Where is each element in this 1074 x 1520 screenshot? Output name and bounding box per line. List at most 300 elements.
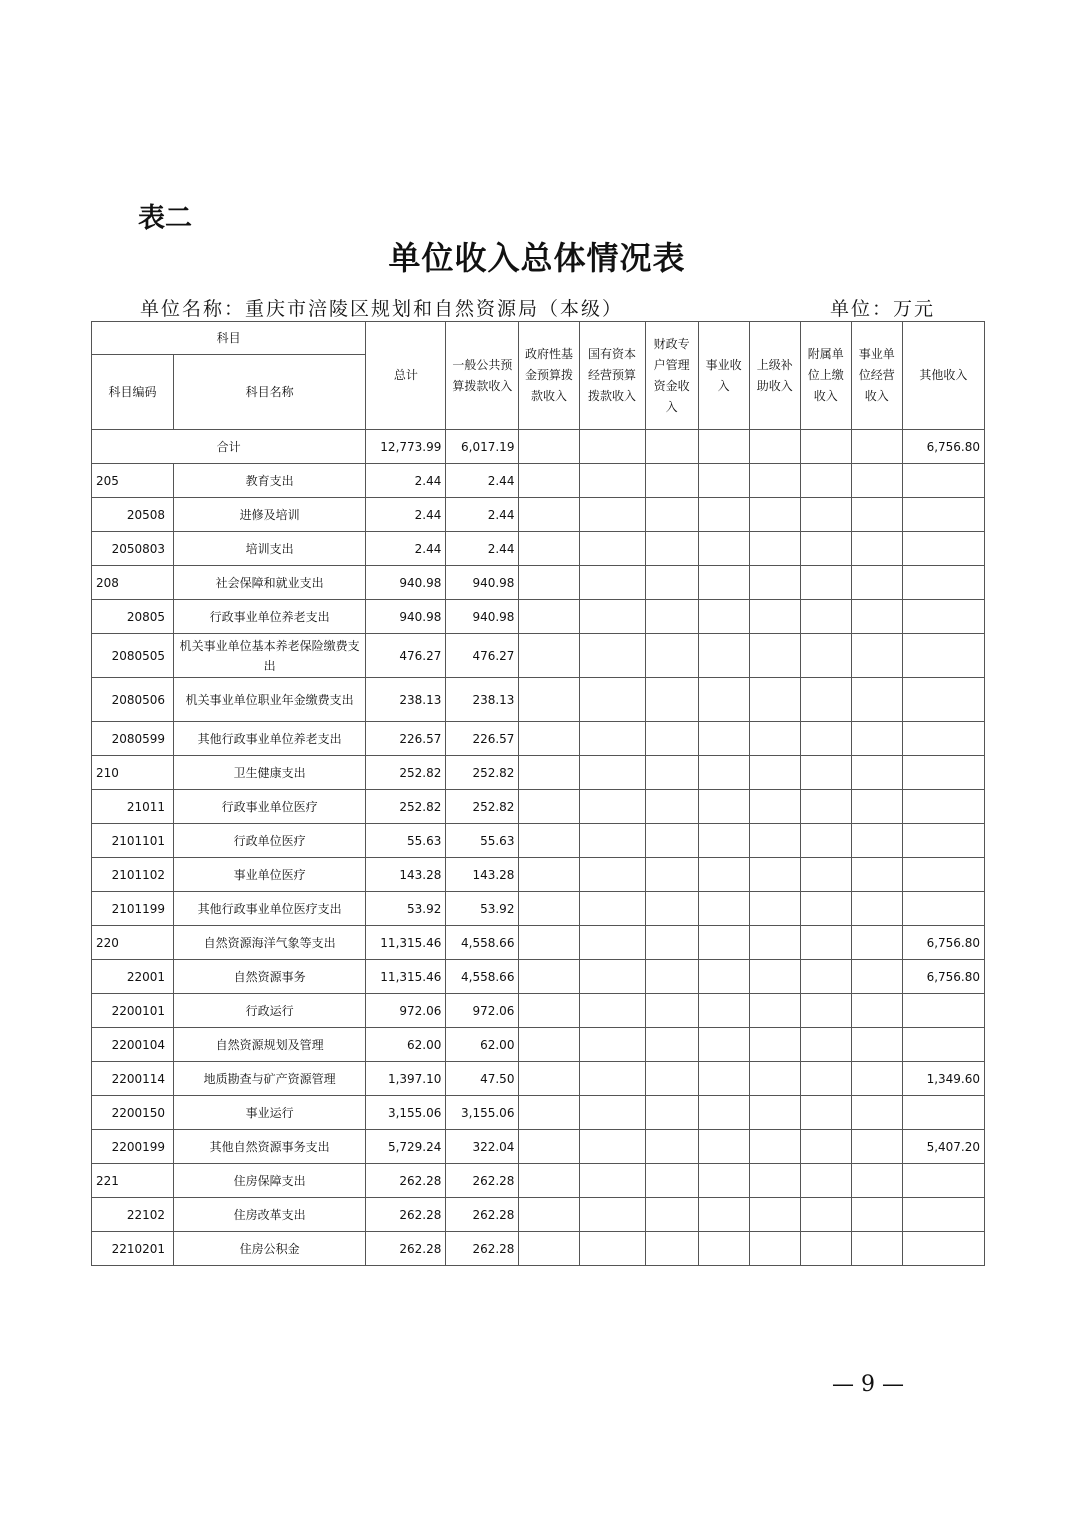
- empty-cell: [579, 1062, 645, 1096]
- row-general-public: 940.98: [446, 566, 519, 600]
- empty-cell: [645, 1198, 698, 1232]
- row-other: 6,756.80: [902, 926, 984, 960]
- empty-cell: [519, 566, 579, 600]
- row-total: 940.98: [366, 600, 446, 634]
- empty-cell: [698, 858, 749, 892]
- empty-cell: [800, 994, 851, 1028]
- row-total: 2.44: [366, 464, 446, 498]
- empty-cell: [519, 498, 579, 532]
- empty-cell: [698, 498, 749, 532]
- empty-cell: [519, 600, 579, 634]
- empty-cell: [800, 1232, 851, 1266]
- empty-cell: [645, 1028, 698, 1062]
- empty-cell: [645, 566, 698, 600]
- row-total: 262.28: [366, 1232, 446, 1266]
- empty-cell: [698, 678, 749, 722]
- header-fiscal-special: 财政专户管理资金收入: [645, 322, 698, 430]
- row-name: 住房保障支出: [174, 1164, 366, 1198]
- empty-cell: [698, 790, 749, 824]
- row-code: 2080599: [92, 722, 174, 756]
- empty-cell: [851, 926, 902, 960]
- empty-cell: [749, 678, 800, 722]
- empty-cell: [851, 1062, 902, 1096]
- row-other: [902, 722, 984, 756]
- empty-cell: [579, 464, 645, 498]
- empty-cell: [851, 1232, 902, 1266]
- empty-cell: [519, 1232, 579, 1266]
- unit-label: 单位：万元: [830, 298, 936, 320]
- table-row: [92, 498, 985, 532]
- row-total: 940.98: [366, 566, 446, 600]
- empty-cell: [851, 756, 902, 790]
- row-general-public: 2.44: [446, 532, 519, 566]
- header-superior-subsidy: 上级补助收入: [749, 322, 800, 430]
- empty-cell: [749, 600, 800, 634]
- table-row: [92, 1062, 985, 1096]
- row-total: 972.06: [366, 994, 446, 1028]
- row-total: 226.57: [366, 722, 446, 756]
- empty-cell: [698, 634, 749, 678]
- empty-cell: [519, 926, 579, 960]
- empty-cell: [851, 498, 902, 532]
- empty-cell: [851, 1096, 902, 1130]
- empty-cell: [698, 1096, 749, 1130]
- row-total: 238.13: [366, 678, 446, 722]
- row-name: 行政事业单位医疗: [174, 790, 366, 824]
- empty-cell: [698, 464, 749, 498]
- row-general-public: 2.44: [446, 464, 519, 498]
- empty-cell: [749, 790, 800, 824]
- empty-cell: [749, 824, 800, 858]
- row-code: 2200114: [92, 1062, 174, 1096]
- empty-cell: [645, 678, 698, 722]
- row-general-public: 47.50: [446, 1062, 519, 1096]
- empty-cell: [645, 722, 698, 756]
- row-other: 1,349.60: [902, 1062, 984, 1096]
- empty-cell: [698, 1028, 749, 1062]
- row-general-public: 940.98: [446, 600, 519, 634]
- row-total: 62.00: [366, 1028, 446, 1062]
- row-total: 3,155.06: [366, 1096, 446, 1130]
- empty-cell: [519, 1096, 579, 1130]
- empty-cell: [579, 756, 645, 790]
- empty-cell: [579, 1164, 645, 1198]
- unit-name: 单位名称：重庆市涪陵区规划和自然资源局（本级）: [140, 298, 624, 320]
- empty-cell: [519, 756, 579, 790]
- empty-cell: [800, 1130, 851, 1164]
- row-general-public: 262.28: [446, 1198, 519, 1232]
- row-other: [902, 1198, 984, 1232]
- empty-cell: [519, 994, 579, 1028]
- empty-cell: [851, 1198, 902, 1232]
- empty-cell: [645, 926, 698, 960]
- row-other: [902, 994, 984, 1028]
- row-code: 2080505: [92, 634, 174, 678]
- empty-cell: [698, 994, 749, 1028]
- empty-cell: [851, 678, 902, 722]
- header-operating: 事业单位经营收入: [851, 322, 902, 430]
- empty-cell: [851, 994, 902, 1028]
- empty-cell: [800, 532, 851, 566]
- table-row: [92, 1096, 985, 1130]
- empty-cell: [579, 1096, 645, 1130]
- empty-cell: [800, 464, 851, 498]
- table-row: [92, 722, 985, 756]
- row-general-public: 53.92: [446, 892, 519, 926]
- empty-cell: [698, 960, 749, 994]
- empty-cell: [698, 926, 749, 960]
- empty-cell: [579, 1232, 645, 1266]
- row-other: [902, 1164, 984, 1198]
- table-row: [92, 926, 985, 960]
- row-code: 2200104: [92, 1028, 174, 1062]
- row-name: 住房公积金: [174, 1232, 366, 1266]
- table-row: [92, 464, 985, 498]
- row-name: 其他行政事业单位养老支出: [174, 722, 366, 756]
- empty-cell: [698, 566, 749, 600]
- empty-cell: [645, 790, 698, 824]
- row-total: 5,729.24: [366, 1130, 446, 1164]
- empty-cell: [851, 532, 902, 566]
- row-code: 22102: [92, 1198, 174, 1232]
- table-row: [92, 532, 985, 566]
- empty-cell: [851, 824, 902, 858]
- table-row: [92, 858, 985, 892]
- row-other: [902, 464, 984, 498]
- table-row: [92, 824, 985, 858]
- row-other: 6,756.80: [902, 960, 984, 994]
- header-other: 其他收入: [902, 322, 984, 430]
- empty-cell: [749, 960, 800, 994]
- empty-cell: [749, 1232, 800, 1266]
- empty-cell: [579, 960, 645, 994]
- empty-cell: [519, 1164, 579, 1198]
- row-general-public: 3,155.06: [446, 1096, 519, 1130]
- empty-cell: [645, 1130, 698, 1164]
- header-state-capital: 国有资本经营预算拨款收入: [579, 322, 645, 430]
- empty-cell: [851, 790, 902, 824]
- row-name: 自然资源海洋气象等支出: [174, 926, 366, 960]
- empty-cell: [800, 1198, 851, 1232]
- table-row: [92, 1028, 985, 1062]
- empty-cell: [800, 1096, 851, 1130]
- row-general-public: 262.28: [446, 1232, 519, 1266]
- header-total: 总计: [366, 322, 446, 430]
- empty-cell: [851, 722, 902, 756]
- empty-cell: [800, 960, 851, 994]
- empty-cell: [800, 634, 851, 678]
- empty-cell: [579, 532, 645, 566]
- row-total: 143.28: [366, 858, 446, 892]
- table-row: [92, 566, 985, 600]
- empty-cell: [579, 892, 645, 926]
- row-general-public: 143.28: [446, 858, 519, 892]
- row-total: 11,315.46: [366, 960, 446, 994]
- empty-cell: [800, 722, 851, 756]
- empty-cell: [519, 1198, 579, 1232]
- row-total: 2.44: [366, 498, 446, 532]
- table-row: [92, 994, 985, 1028]
- empty-cell: [579, 790, 645, 824]
- empty-cell: [519, 790, 579, 824]
- row-name: 机关事业单位基本养老保险缴费支出: [174, 634, 366, 678]
- empty-cell: [749, 926, 800, 960]
- empty-cell: [800, 600, 851, 634]
- empty-cell: [579, 634, 645, 678]
- row-general-public: 476.27: [446, 634, 519, 678]
- row-other: [902, 790, 984, 824]
- empty-cell: [698, 824, 749, 858]
- empty-cell: [749, 1028, 800, 1062]
- row-name: 机关事业单位职业年金缴费支出: [174, 678, 366, 722]
- empty-cell: [645, 1062, 698, 1096]
- empty-cell: [851, 566, 902, 600]
- empty-cell: [800, 498, 851, 532]
- row-general-public: 252.82: [446, 790, 519, 824]
- empty-cell: [749, 1130, 800, 1164]
- row-code: 22001: [92, 960, 174, 994]
- empty-cell: [749, 464, 800, 498]
- header-code: 科目编码: [92, 355, 174, 430]
- empty-cell: [800, 678, 851, 722]
- row-name: 其他自然资源事务支出: [174, 1130, 366, 1164]
- empty-cell: [749, 1096, 800, 1130]
- row-code: 2050803: [92, 532, 174, 566]
- row-other: [902, 1028, 984, 1062]
- table-row: [92, 892, 985, 926]
- row-name: 进修及培训: [174, 498, 366, 532]
- row-other: 5,407.20: [902, 1130, 984, 1164]
- empty-cell: [579, 824, 645, 858]
- empty-cell: [800, 1062, 851, 1096]
- row-name: 住房改革支出: [174, 1198, 366, 1232]
- table-row: [92, 1198, 985, 1232]
- row-total: 262.28: [366, 1164, 446, 1198]
- row-general-public: 4,558.66: [446, 926, 519, 960]
- table-row: [92, 678, 985, 722]
- total-general-public: 6,017.19: [446, 430, 519, 464]
- empty-cell: [851, 600, 902, 634]
- empty-cell: [851, 464, 902, 498]
- table-row: [92, 1130, 985, 1164]
- row-code: 2101199: [92, 892, 174, 926]
- empty-cell: [579, 722, 645, 756]
- empty-cell: [519, 824, 579, 858]
- empty-cell: [800, 756, 851, 790]
- row-other: [902, 566, 984, 600]
- row-code: 20805: [92, 600, 174, 634]
- empty-cell: [645, 892, 698, 926]
- empty-cell: [851, 634, 902, 678]
- empty-cell: [800, 790, 851, 824]
- row-name: 行政单位医疗: [174, 824, 366, 858]
- empty-cell: [519, 634, 579, 678]
- page-number: — 9 —: [832, 1372, 904, 1397]
- empty-cell: [800, 824, 851, 858]
- empty-cell: [851, 1164, 902, 1198]
- row-other: [902, 532, 984, 566]
- empty-cell: [519, 532, 579, 566]
- empty-cell: [645, 532, 698, 566]
- table-row: [92, 634, 985, 678]
- empty-cell: [645, 756, 698, 790]
- empty-cell: [851, 960, 902, 994]
- empty-cell: [579, 566, 645, 600]
- row-name: 教育支出: [174, 464, 366, 498]
- empty-cell: [749, 532, 800, 566]
- empty-cell: [645, 858, 698, 892]
- row-name: 行政运行: [174, 994, 366, 1028]
- row-name: 其他行政事业单位医疗支出: [174, 892, 366, 926]
- row-total: 262.28: [366, 1198, 446, 1232]
- total-total: 12,773.99: [366, 430, 446, 464]
- empty-cell: [851, 858, 902, 892]
- table-row: [92, 756, 985, 790]
- row-general-public: 252.82: [446, 756, 519, 790]
- row-name: 卫生健康支出: [174, 756, 366, 790]
- empty-cell: [579, 858, 645, 892]
- row-total: 476.27: [366, 634, 446, 678]
- empty-cell: [579, 678, 645, 722]
- empty-cell: [579, 600, 645, 634]
- header-affiliated: 附属单位上缴收入: [800, 322, 851, 430]
- empty-cell: [749, 1164, 800, 1198]
- row-general-public: 262.28: [446, 1164, 519, 1198]
- empty-cell: [800, 1028, 851, 1062]
- row-code: 205: [92, 464, 174, 498]
- table-label: 表二: [138, 203, 192, 234]
- table-row: [92, 1232, 985, 1266]
- page-title: 单位收入总体情况表: [388, 239, 686, 277]
- row-other: [902, 756, 984, 790]
- row-name: 事业运行: [174, 1096, 366, 1130]
- header-general-public: 一般公共预算拨款收入: [446, 322, 519, 430]
- empty-cell: [749, 994, 800, 1028]
- row-general-public: 238.13: [446, 678, 519, 722]
- header-name: 科目名称: [174, 355, 366, 430]
- total-label: 合计: [92, 430, 366, 464]
- empty-cell: [519, 1028, 579, 1062]
- row-name: 自然资源事务: [174, 960, 366, 994]
- empty-cell: [851, 1130, 902, 1164]
- empty-cell: [800, 566, 851, 600]
- table-row: [92, 600, 985, 634]
- empty-cell: [749, 1198, 800, 1232]
- row-general-public: 226.57: [446, 722, 519, 756]
- row-code: 221: [92, 1164, 174, 1198]
- row-other: [902, 824, 984, 858]
- row-total: 1,397.10: [366, 1062, 446, 1096]
- empty-cell: [698, 1062, 749, 1096]
- total-other: 6,756.80: [902, 430, 984, 464]
- row-code: 208: [92, 566, 174, 600]
- empty-cell: [645, 1232, 698, 1266]
- empty-cell: [519, 960, 579, 994]
- row-general-public: 322.04: [446, 1130, 519, 1164]
- row-total: 11,315.46: [366, 926, 446, 960]
- header-business: 事业收入: [698, 322, 749, 430]
- empty-cell: [645, 634, 698, 678]
- empty-cell: [645, 994, 698, 1028]
- row-code: 2101101: [92, 824, 174, 858]
- row-other: [902, 1232, 984, 1266]
- empty-cell: [800, 858, 851, 892]
- empty-cell: [579, 1130, 645, 1164]
- row-code: 2080506: [92, 678, 174, 722]
- empty-cell: [579, 498, 645, 532]
- table-row: [92, 960, 985, 994]
- table-row: [92, 1164, 985, 1198]
- empty-cell: [800, 1164, 851, 1198]
- empty-cell: [698, 722, 749, 756]
- table-row: [92, 790, 985, 824]
- row-code: 210: [92, 756, 174, 790]
- empty-cell: [851, 1028, 902, 1062]
- empty-cell: [519, 464, 579, 498]
- empty-cell: [698, 756, 749, 790]
- empty-cell: [519, 722, 579, 756]
- row-total: 252.82: [366, 790, 446, 824]
- empty-cell: [698, 1198, 749, 1232]
- empty-cell: [645, 464, 698, 498]
- header-subject: 科目: [92, 322, 366, 355]
- row-name: 行政事业单位养老支出: [174, 600, 366, 634]
- row-general-public: 2.44: [446, 498, 519, 532]
- row-name: 培训支出: [174, 532, 366, 566]
- empty-cell: [645, 960, 698, 994]
- empty-cell: [749, 1062, 800, 1096]
- row-total: 2.44: [366, 532, 446, 566]
- empty-cell: [698, 1130, 749, 1164]
- row-other: [902, 678, 984, 722]
- row-code: 2210201: [92, 1232, 174, 1266]
- row-name: 自然资源规划及管理: [174, 1028, 366, 1062]
- empty-cell: [519, 1130, 579, 1164]
- row-total: 252.82: [366, 756, 446, 790]
- empty-cell: [800, 892, 851, 926]
- row-other: [902, 858, 984, 892]
- empty-cell: [579, 1198, 645, 1232]
- row-name: 社会保障和就业支出: [174, 566, 366, 600]
- empty-cell: [749, 892, 800, 926]
- row-other: [902, 498, 984, 532]
- row-general-public: 972.06: [446, 994, 519, 1028]
- row-code: 21011: [92, 790, 174, 824]
- row-general-public: 4,558.66: [446, 960, 519, 994]
- empty-cell: [645, 1096, 698, 1130]
- total-row: [92, 430, 985, 464]
- row-general-public: 62.00: [446, 1028, 519, 1062]
- empty-cell: [579, 926, 645, 960]
- row-name: 地质勘查与矿产资源管理: [174, 1062, 366, 1096]
- row-other: [902, 892, 984, 926]
- row-total: 55.63: [366, 824, 446, 858]
- empty-cell: [579, 1028, 645, 1062]
- row-code: 2200150: [92, 1096, 174, 1130]
- empty-cell: [519, 678, 579, 722]
- empty-cell: [579, 994, 645, 1028]
- empty-cell: [749, 498, 800, 532]
- header-gov-fund: 政府性基金预算拨款收入: [519, 322, 579, 430]
- empty-cell: [645, 498, 698, 532]
- row-code: 2200101: [92, 994, 174, 1028]
- row-other: [902, 634, 984, 678]
- empty-cell: [851, 892, 902, 926]
- empty-cell: [749, 566, 800, 600]
- empty-cell: [698, 1232, 749, 1266]
- empty-cell: [645, 600, 698, 634]
- empty-cell: [698, 600, 749, 634]
